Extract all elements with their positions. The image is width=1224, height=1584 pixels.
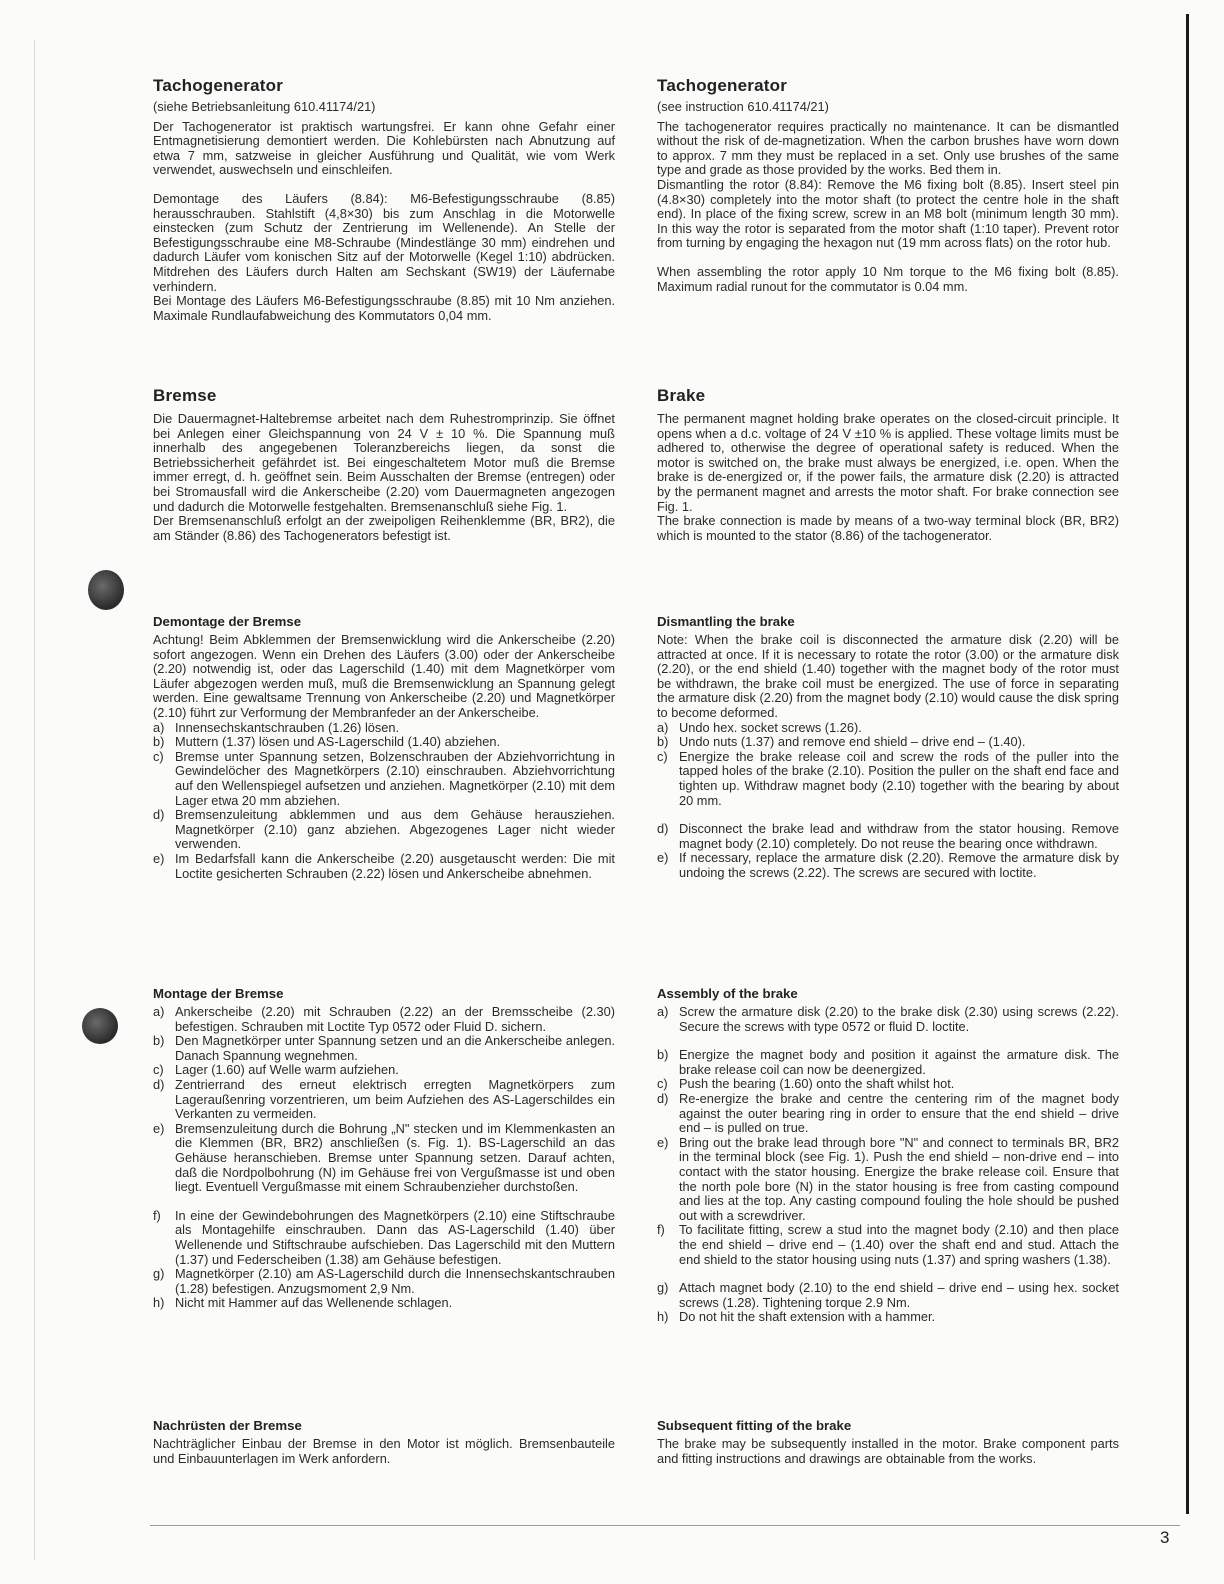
item-letter: d) <box>657 1090 669 1106</box>
paragraph: Demontage des Läufers (8.84): M6-Befestigungsschraube (8.85) herausschrauben. Stahlstift (4,8×30) bis zum Anschlag in die Motorwelle einstecken (zum Schutz der Zentrierung im Wellenende). An Stelle der Befestigungsschraube eine M8-Schraube (Mindestlänge 30 mm) eindrehen und dadurch Läufer vom konischen Sitz auf der Motorwelle (Kegel 1:10) abdrücken. Mitdrehen des Läufers durch Halten am Sechskant (SW19) der Läufernabe verhindern. <box>153 190 615 294</box>
section-assembly-en <box>657 986 1119 1325</box>
paragraph: Der Tachogenerator ist praktisch wartungsfrei. Er kann ohne Gefahr einer Entmagnetisierung demontiert werden. Die Kohlebürsten nach Abnutzung auf etwa 7 mm, satzweise in gleicher Ausführung und Qualität, wie vom Werk verwendet, auswechseln und einschleifen. <box>153 118 615 178</box>
paragraph: The brake connection is made by means of a two-way terminal block (BR, BR2) which is mounted to the stator (8.86) of the tachogenerator. <box>657 513 1119 543</box>
list-item <box>657 1310 1119 1325</box>
list-item <box>153 1267 615 1296</box>
heading: Assembly of the brake <box>657 986 798 1001</box>
item-letter: a) <box>153 1004 165 1019</box>
punch-hole-mark <box>82 1008 118 1044</box>
item-text: Innensechskantschrauben (1.26) lösen. <box>175 719 400 735</box>
list-item <box>657 1048 1119 1077</box>
item-text: Screw the armature disk (2.20) to the brake disk (2.30) using screws (2.22). Secure the screws with type 0572 or fluid D. loctite. <box>679 1004 1119 1034</box>
item-letter: a) <box>153 719 165 735</box>
list-item <box>657 1077 1119 1092</box>
step-list <box>153 721 615 882</box>
list-item <box>153 721 615 736</box>
section-assembly-de <box>153 986 615 1311</box>
step-list <box>153 1005 615 1311</box>
heading: Nachrüsten der Bremse <box>153 1418 302 1433</box>
list-item <box>153 1005 615 1034</box>
footer-rule <box>150 1525 1180 1526</box>
item-letter: h) <box>153 1295 165 1311</box>
item-text: Undo nuts (1.37) and remove end shield – drive end – (1.40). <box>679 734 1026 750</box>
section-tachogenerator-de <box>153 76 615 323</box>
item-letter: g) <box>153 1266 165 1282</box>
heading: Demontage der Bremse <box>153 614 302 629</box>
item-text: Energize the magnet body and position it against the armature disk. The brake release coil can now be deenergized. <box>679 1047 1119 1077</box>
list-item <box>153 852 615 881</box>
heading: Tachogenerator <box>153 76 284 95</box>
paragraph: The tachogenerator requires practically no maintenance. It can be dismantled without the risk of de-magnetization. When the carbon brushes have worn down to approx. 7 mm they must be replaced in a set. Only use brushes of the same type and grade as those provided by the works. Bed them in. <box>657 118 1119 178</box>
heading: Subsequent fitting of the brake <box>657 1418 852 1433</box>
heading: Tachogenerator <box>657 76 788 95</box>
item-letter: c) <box>153 1062 164 1078</box>
item-letter: d) <box>153 807 165 823</box>
item-text: Lager (1.60) auf Welle warm aufziehen. <box>175 1062 399 1078</box>
item-text: If necessary, replace the armature disk (2.20). Remove the armature disk by undoing the screws (2.22). The screws are secured with loctite. <box>679 850 1119 880</box>
item-text: Disconnect the brake lead and withdraw from the stator housing. Remove magnet body (2.10) completely. Do not reuse the bearing once withdrawn. <box>679 821 1119 851</box>
heading: Bremse <box>153 386 217 405</box>
item-letter: h) <box>657 1309 669 1325</box>
item-text: Do not hit the shaft extension with a hammer. <box>679 1309 936 1325</box>
item-letter: e) <box>657 850 669 866</box>
section-dismantle-de <box>153 614 615 881</box>
paragraph: Achtung! Beim Abklemmen der Bremsenwicklung wird die Ankerscheibe (2.20) sofort angezogen. Wenn ein Drehen des Läufers (3.00) oder der Ankerscheibe (2.20) notwendig ist, oder das Lagerschild (1.40) mit dem Magnetkörper vom Läufer abgezogen werden muß, muß die Bremsenwicklung an Spannung gelegt werden. Eine gewaltsame Trennung von Ankerscheibe (2.20) und Magnetkörper (2.10) führt zur Verformung der Membranfeder an der Ankerscheibe. <box>153 632 615 720</box>
paragraph: The permanent magnet holding brake operates on the closed-circuit principle. It opens when a d.c. voltage of 24 V ±10 % is applied. These voltage limits must be adhered to, otherwise the degree of operational safety is reduced. When the motor is switched on, the brake must always be energized, i.e. open. When the brake is de-energized or, if the power fails, the armature disk (2.20) is attracted by the permanent magnet and arrests the motor shaft. For brake connection see Fig. 1. <box>657 411 1119 514</box>
binding-edge-bar <box>1186 14 1189 1514</box>
item-letter: e) <box>657 1134 669 1150</box>
item-text: Undo hex. socket screws (1.26). <box>679 719 862 735</box>
item-text: Zentrierrand des erneut elektrisch erregten Magnetkörpers zum Lageraußenring vorzentrieren, um beim Aufziehen des AS-Lagerschildes ein Verkanten zu vermeiden. <box>175 1076 615 1122</box>
list-item <box>657 1136 1119 1224</box>
section-retrofit-en <box>657 1418 1119 1466</box>
item-text: Bring out the brake lead through bore "N" and connect to terminals BR, BR2 in the terminal block (see Fig. 1). Push the end shield – non-drive end – into contact with the stator housing. Energize the brake release coil. Ensure that the north pole bore (N) in the stator housing is free from casting compound and lies at the top. Any casting compound fouling the hole should be pushed out with a screwdriver. <box>679 1134 1119 1223</box>
paragraph: Der Bremsenanschluß erfolgt an der zweipoligen Reihenklemme (BR, BR2), die am Ständer (8.86) des Tachogenerators befestigt ist. <box>153 513 615 543</box>
page-number: 3 <box>1160 1528 1170 1547</box>
item-letter: c) <box>657 1076 668 1092</box>
section-tachogenerator-en <box>657 76 1119 294</box>
heading: Brake <box>657 386 706 405</box>
item-letter: a) <box>657 1004 669 1019</box>
section-retrofit-de <box>153 1418 615 1466</box>
list-item <box>657 851 1119 880</box>
item-letter: b) <box>657 734 669 750</box>
subtitle: (siehe Betriebsanleitung 610.41174/21) <box>153 99 376 114</box>
item-text: Push the bearing (1.60) onto the shaft whilst hot. <box>679 1076 955 1092</box>
paragraph: The brake may be subsequently installed in the motor. Brake component parts and fitting instructions and drawings are obtainable from the works. <box>657 1436 1119 1466</box>
item-text: Im Bedarfsfall kann die Ankerscheibe (2.20) ausgetauscht werden: Die mit Loctite gesicherten Schrauben (2.22) lösen und Ankerscheibe abnehmen. <box>175 850 615 881</box>
list-item <box>153 808 615 852</box>
list-item <box>657 822 1119 851</box>
item-letter: d) <box>657 821 669 837</box>
section-brake-en <box>657 386 1119 543</box>
item-text: Den Magnetkörper unter Spannung setzen und an die Ankerscheibe anlegen. Danach Spannung wegnehmen. <box>175 1033 615 1063</box>
item-text: In eine der Gewindebohrungen des Magnetkörpers (2.10) eine Stiftschraube als Montagehilfe einschrauben. Dann das AS-Lagerschild (1.40) über Wellenende und Stiftschraube aufschieben. Das Lagerschild mit den Muttern (1.37) und Federscheiben (1.38) am Gehäuse befestigen. <box>175 1207 615 1267</box>
list-item <box>153 1296 615 1311</box>
item-letter: e) <box>153 850 165 866</box>
list-item <box>657 1092 1119 1136</box>
paragraph: Bei Montage des Läufers M6-Befestigungsschraube (8.85) mit 10 Nm anziehen. Maximale Rundlaufabweichung des Kommutators 0,04 mm. <box>153 293 615 323</box>
item-letter: g) <box>657 1280 669 1296</box>
section-brake-de <box>153 386 615 543</box>
item-text: Bremse unter Spannung setzen, Bolzenschrauben der Abziehvorrichtung in Gewindelöcher des Magnetkörpers (2.10) einschrauben. Abziehvorrichtung auf den Wellenspiegel aufsetzen und anziehen. Magnetkörper (2.10) mit dem Lager etwa 20 mm abziehen. <box>175 748 615 808</box>
item-letter: b) <box>657 1047 669 1063</box>
item-text: To facilitate fitting, screw a stud into the magnet body (2.10) and then place the end shield – drive end – (1.40) over the shaft end and stud. Attach the end shield to the stator housing using nuts (1.37) and spring washers (1.38). <box>679 1222 1119 1267</box>
list-item <box>153 1078 615 1122</box>
list-item <box>153 1063 615 1078</box>
list-item <box>657 750 1119 808</box>
item-letter: c) <box>657 748 668 764</box>
item-text: Re-energize the brake and centre the centering rim of the magnet body against the outer bearing ring in order to ensure that the end shield – drive end – is pulled on true. <box>679 1090 1119 1136</box>
punch-hole-mark <box>88 570 124 610</box>
heading: Montage der Bremse <box>153 986 284 1001</box>
item-letter: f) <box>153 1207 161 1223</box>
list-item <box>657 1005 1119 1034</box>
item-text: Bremsenzuleitung durch die Bohrung „N" stecken und im Klemmenkasten an die Klemmen (BR, BR2) anschließen (s. Fig. 1). BS-Lagerschild an das Gehäuse heranschieben. Bremse unter Spannung setzen. Darauf achten, daß die Nordpolbohrung (N) im Gehäuse frei von Vergußmasse ist und oben liegt. Eventuell Vergußmasse mit einem Schraubenzieher durchstoßen. <box>175 1120 615 1195</box>
list-item <box>657 721 1119 736</box>
item-text: Magnetkörper (2.10) am AS-Lagerschild durch die Innensechskantschrauben (1.28) befestigen. Anzugsmoment 2,9 Nm. <box>175 1266 615 1296</box>
list-item <box>153 1209 615 1267</box>
item-text: Energize the brake release coil and screw the rods of the puller into the tapped holes of the brake (2.10). Position the puller on the shaft end face and tighten up. Withdraw magnet body (2.10) together with the bearing by about 20 mm. <box>679 748 1119 808</box>
item-text: Ankerscheibe (2.20) mit Schrauben (2.22) an der Bremsscheibe (2.30) befestigen. Schrauben mit Loctite Typ 0572 oder Fluid D. sichern. <box>175 1004 615 1034</box>
item-letter: a) <box>657 719 669 735</box>
item-text: Nicht mit Hammer auf das Wellenende schlagen. <box>175 1295 453 1311</box>
list-item <box>657 1281 1119 1310</box>
list-item <box>153 750 615 808</box>
list-item <box>657 1223 1119 1267</box>
item-text: Bremsenzuleitung abklemmen und aus dem Gehäuse herausziehen. Magnetkörper (2.10) ganz abziehen. Abgezogenes Lager nicht wieder verwenden. <box>175 807 615 852</box>
heading: Dismantling the brake <box>657 614 795 629</box>
margin-line <box>34 40 35 1560</box>
step-list <box>657 721 1119 881</box>
list-item <box>153 1122 615 1195</box>
subtitle: (see instruction 610.41174/21) <box>657 99 829 114</box>
paragraph: Die Dauermagnet-Haltebremse arbeitet nach dem Ruhestromprinzip. Sie öffnet bei Anlegen einer Gleichspannung von 24 V ± 10 %. Die Spannung muß innerhalb des angegebenen Toleranzbereichs liegen, da sonst die Betriebssicherheit gefährdet ist. Bei eingeschaltetem Motor muß die Bremse immer erregt, d. h. geöffnet sein. Beim Ausschalten der Bremse (entregen) oder bei Stromausfall wird die Ankerscheibe (2.20) vom Dauermagneten angezogen und dadurch die Motorwelle festgehalten. Bremsenanschluß siehe Fig. 1. <box>153 411 615 514</box>
item-letter: b) <box>153 734 165 750</box>
item-text: Muttern (1.37) lösen und AS-Lagerschild (1.40) abziehen. <box>175 734 501 750</box>
list-item <box>153 735 615 750</box>
paragraph: Nachträglicher Einbau der Bremse in den Motor ist möglich. Bremsenbauteile und Einbauunterlagen im Werk anfordern. <box>153 1436 615 1466</box>
item-text: Attach magnet body (2.10) to the end shield – drive end – using hex. socket screws (1.28). Tightening torque 2.9 Nm. <box>679 1280 1119 1310</box>
item-letter: c) <box>153 748 164 764</box>
item-letter: b) <box>153 1033 165 1049</box>
paragraph: Dismantling the rotor (8.84): Remove the M6 fixing bolt (8.85). Insert steel pin (4.8×30) completely into the motor shaft (to protect the centre hole in the shaft end). In place of the fixing screw, screw in an M8 bolt (minimum length 30 mm). In this way the rotor is separated from the motor shaft (1:10 taper). Prevent rotor from turning by engaging the hexagon nut (19 mm across flats) on the rotor hub. <box>657 176 1119 251</box>
item-letter: d) <box>153 1076 165 1092</box>
item-letter: e) <box>153 1120 165 1136</box>
paragraph: When assembling the rotor apply 10 Nm torque to the M6 fixing bolt (8.85). Maximum radial runout for the commutator is 0.04 mm. <box>657 263 1119 294</box>
paragraph: Note: When the brake coil is disconnected the armature disk (2.20) will be attracted at once. If it is necessary to rotate the rotor (3.00) or the armature disk (2.20), or the end shield (1.40) together with the magnet body of the rotor must be withdrawn, the brake coil must be energized. The use of force in separating the armature disk (2.20) from the magnet body (2.10) would cause the disk spring to become deformed. <box>657 632 1119 720</box>
step-list <box>657 1005 1119 1325</box>
list-item <box>153 1034 615 1063</box>
list-item <box>657 735 1119 750</box>
item-letter: f) <box>657 1222 665 1238</box>
section-dismantle-en <box>657 614 1119 881</box>
